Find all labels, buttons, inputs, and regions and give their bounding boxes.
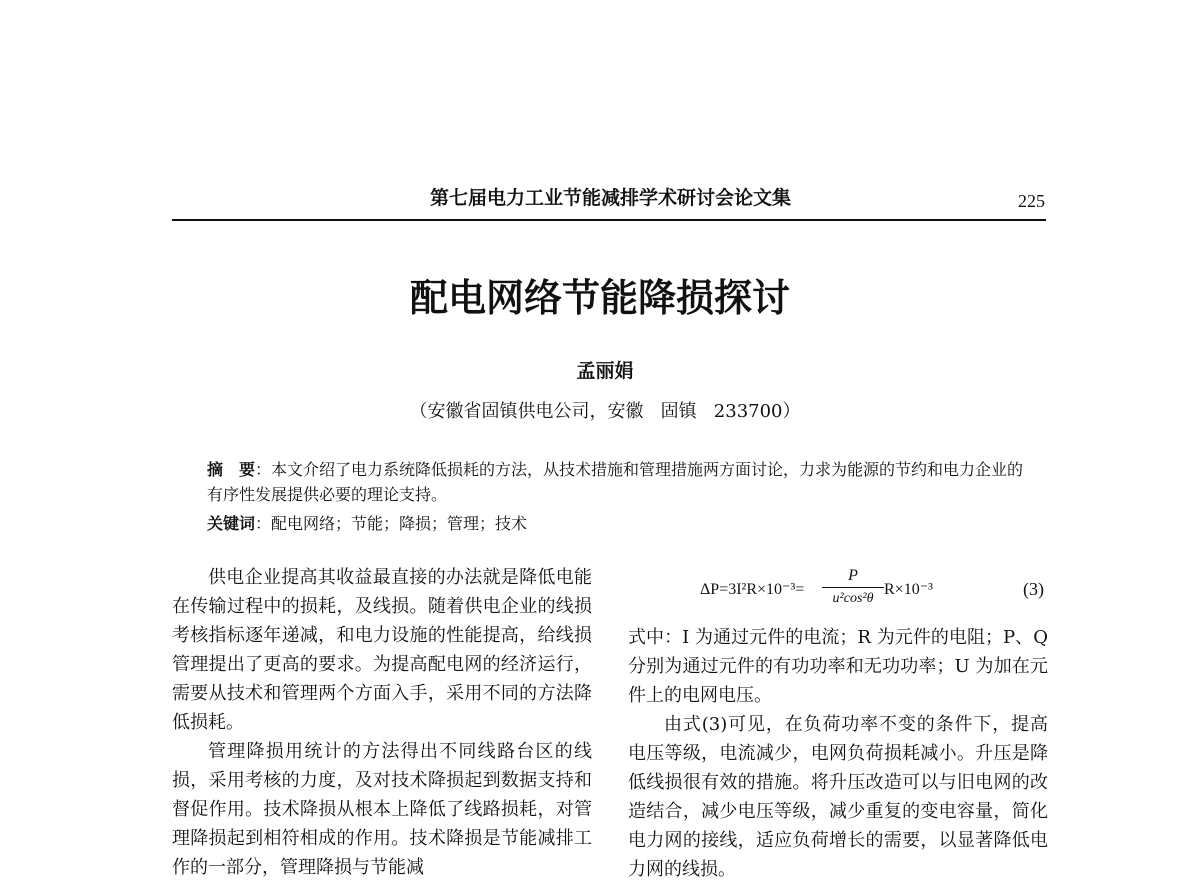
- equation-3: [700, 568, 1044, 616]
- article-title: 配电网络节能降损探讨: [409, 276, 790, 320]
- page-number: 225: [1018, 191, 1045, 211]
- fraction-bar: [822, 587, 884, 588]
- keywords-text: ：配电网络；节能；降损；管理；技术: [255, 514, 528, 533]
- keywords: [207, 511, 1027, 536]
- abstract: [207, 457, 1027, 507]
- equation-fraction: [822, 566, 884, 609]
- body-paragraph: 供电企业提高其收益最直接的办法就是降低电能在传输过程中的损耗，及线损。随着供电企业的线损考核指标逐年递减，和电力设施的性能提高，给线损管理提出了更高的要求。为提高配电网的经济运行，需要从技术和管理两个方面入手，采用不同的方法降低损耗。: [172, 567, 592, 733]
- equation-right-side: R×10⁻³: [884, 581, 933, 598]
- header-rule: [172, 219, 1046, 221]
- keywords-label: 关键词: [207, 514, 256, 533]
- body-paragraph: 由式(3)可见，在负荷功率不变的条件下，提高电压等级，电流减少，电网负荷损耗减小。升压是降低线损很有效的措施。将升压改造可以与旧电网的改造结合，减少电压等级，减少重复的变电容量，简化电力网的接线，适应负荷增长的需要，以显著降低电力网的线损。: [628, 714, 1048, 880]
- equation-left-side: ΔP=3I²R×10⁻³=: [700, 581, 805, 598]
- body-paragraph: 式中：I 为通过元件的电流；R 为元件的电阻；P、Q 分别为通过元件的有功功率和无功功率；U 为加在元件上的电网电压。: [628, 627, 1048, 706]
- abstract-label: 摘 要: [207, 460, 256, 479]
- body-column-left: [172, 563, 592, 882]
- author-name: 孟丽娟: [576, 360, 634, 382]
- body-column-right: [628, 623, 1048, 884]
- fraction-numerator: P: [848, 567, 858, 584]
- running-header: 第七届电力工业节能减排学术研讨会论文集: [430, 187, 792, 209]
- abstract-text: ：本文介绍了电力系统降低损耗的方法，从技术措施和管理措施两方面讨论，力求为能源的节约和电力企业的有序性发展提供必要的理论支持。: [207, 460, 1024, 504]
- body-paragraph: 管理降损用统计的方法得出不同线路台区的线损，采用考核的力度，及对技术降损起到数据支持和督促作用。技术降损从根本上降低了线路损耗，对管理降损起到相符相成的作用。技术降损是节能减排工作的一部分，管理降损与节能减: [172, 741, 592, 878]
- author-affiliation: （安徽省固镇供电公司，安徽 固镇 233700）: [409, 401, 801, 422]
- fraction-denominator: u²cos²θ: [832, 591, 874, 606]
- equation-number: (3): [1023, 579, 1044, 599]
